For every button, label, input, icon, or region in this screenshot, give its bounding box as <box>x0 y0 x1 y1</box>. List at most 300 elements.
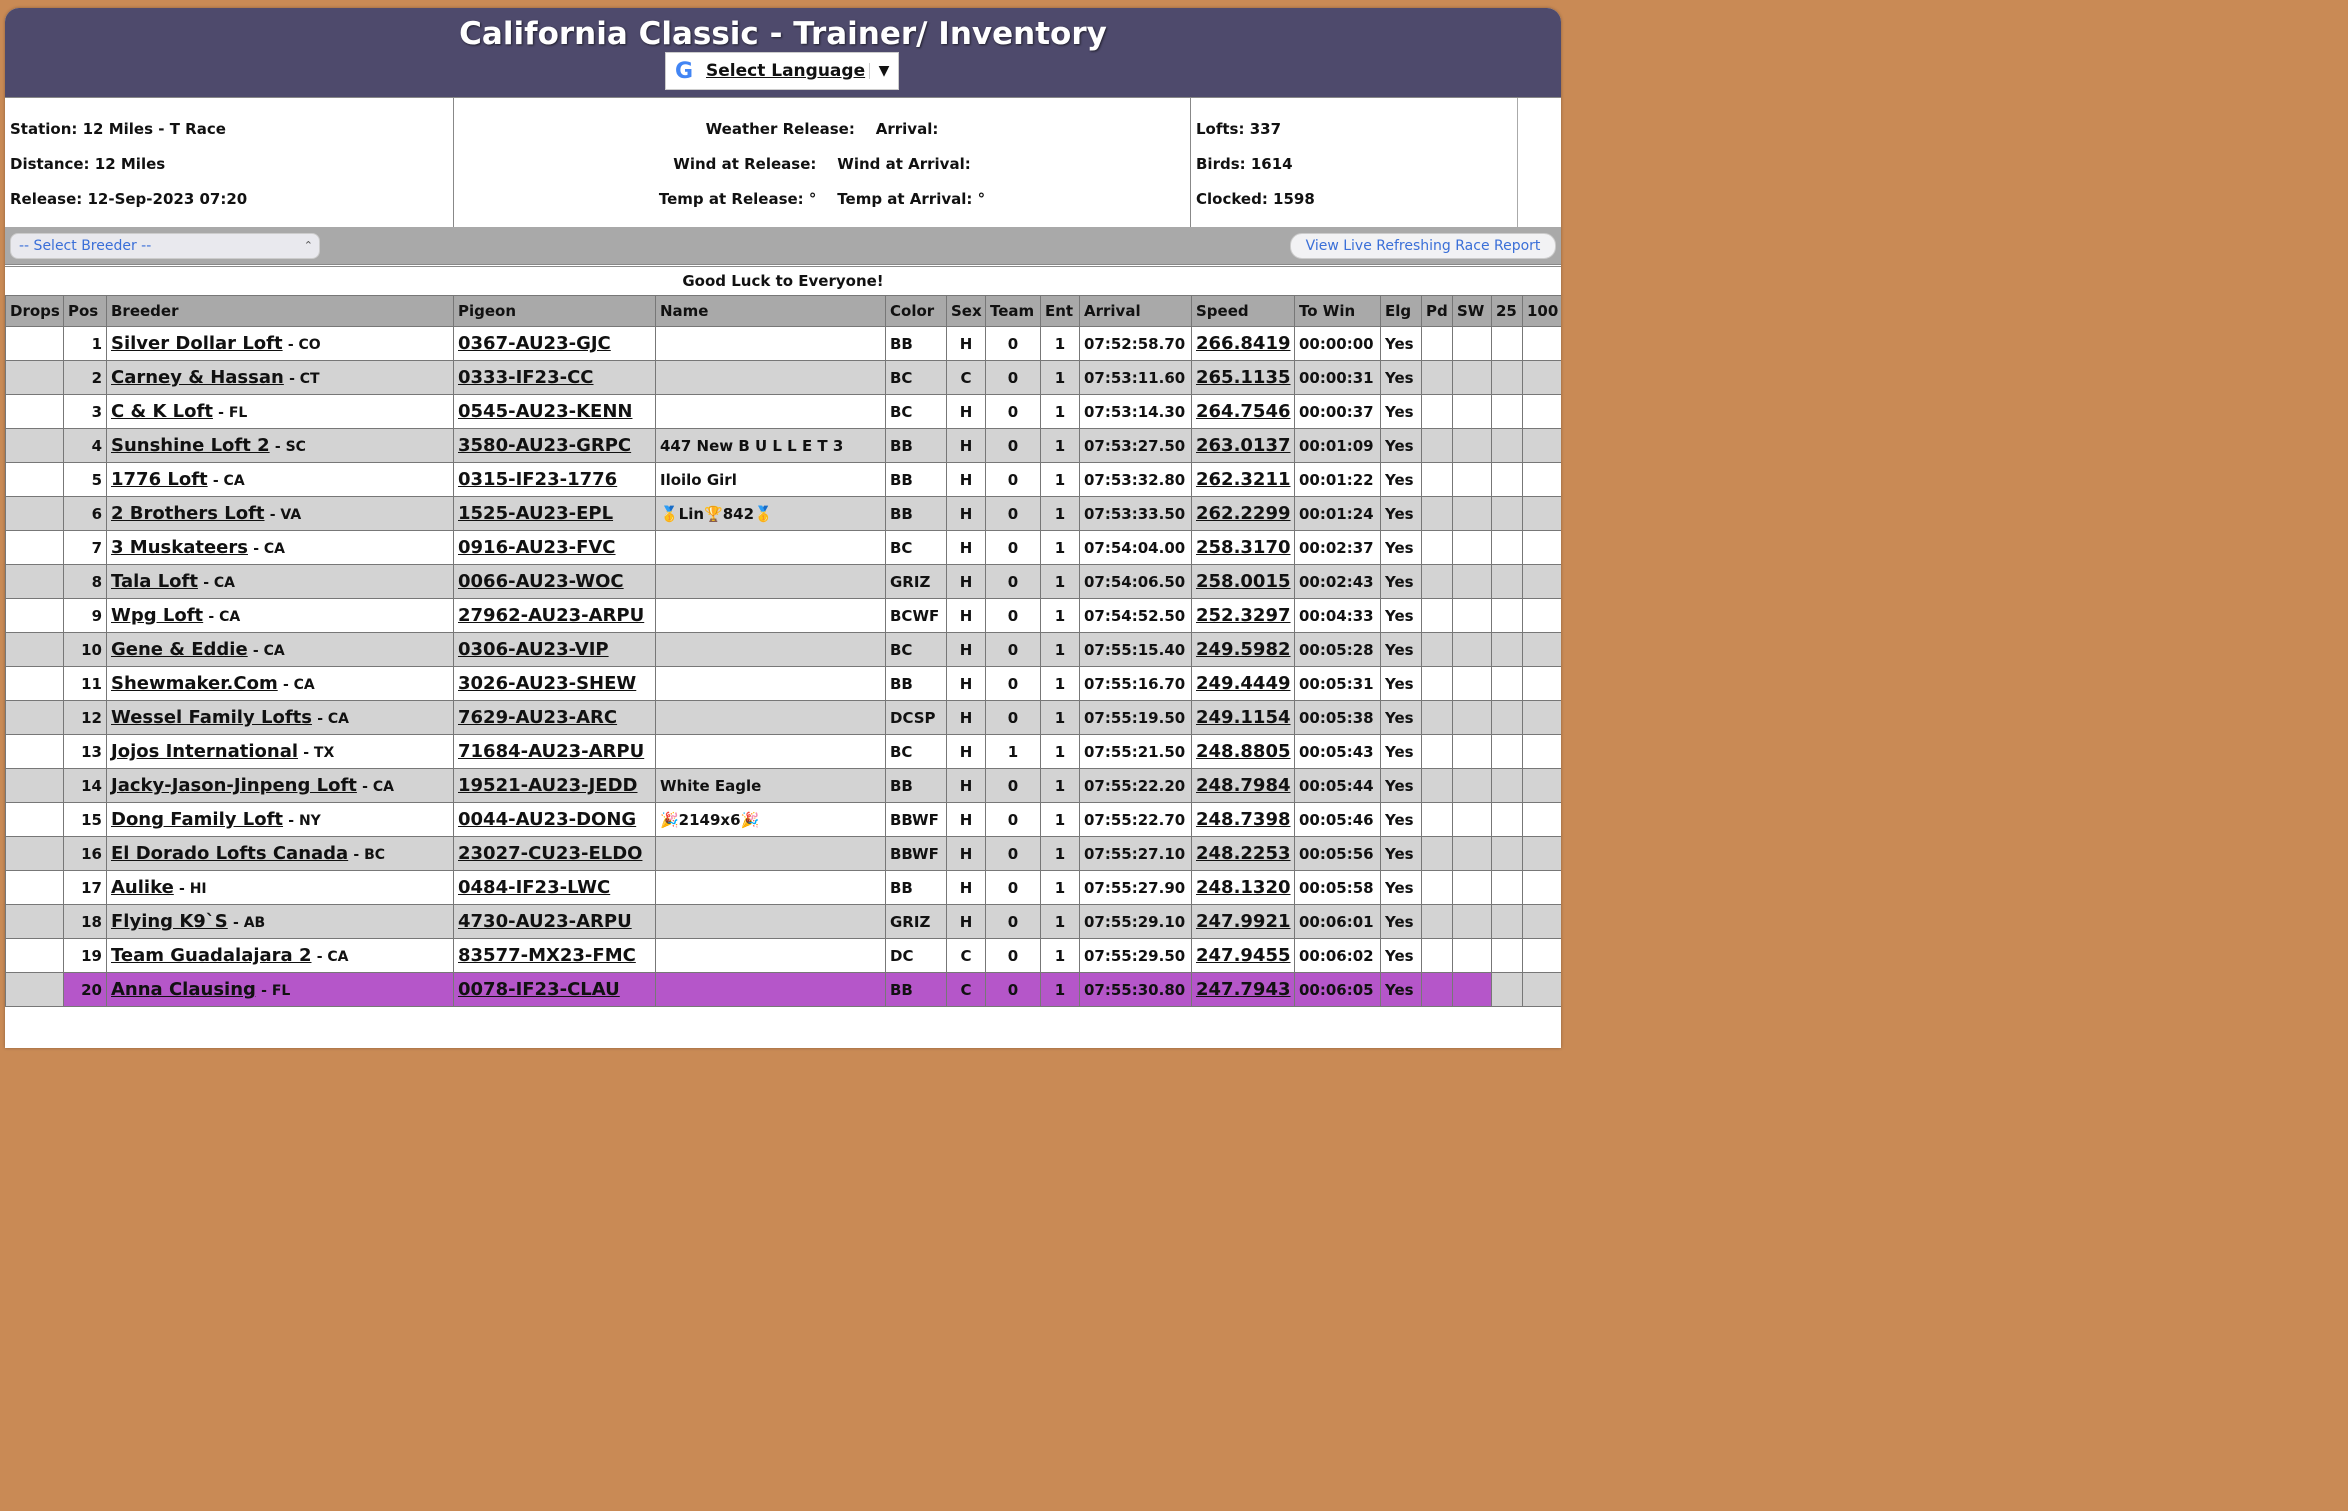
arrival-cell: 07:55:22.20 <box>1080 769 1192 803</box>
position-cell: 12 <box>64 701 107 735</box>
drops-cell <box>6 565 64 599</box>
cell-100 <box>1523 429 1562 463</box>
arrival-cell: 07:55:15.40 <box>1080 633 1192 667</box>
drops-cell <box>6 735 64 769</box>
table-row[interactable] <box>6 871 1562 905</box>
speed-link[interactable]: 247.7943 <box>1196 979 1291 1000</box>
dropdown-arrow-icon[interactable]: ▼ <box>869 63 898 79</box>
arrival-cell: 07:55:30.80 <box>1080 973 1192 1007</box>
position-cell: 10 <box>64 633 107 667</box>
pd-cell <box>1422 871 1453 905</box>
pigeon-cell <box>454 939 656 973</box>
table-row[interactable] <box>6 973 1562 1007</box>
drops-cell <box>6 599 64 633</box>
pd-cell <box>1422 497 1453 531</box>
live-report-button[interactable]: View Live Refreshing Race Report <box>1290 233 1556 259</box>
column-header: SW <box>1453 296 1492 327</box>
name-cell <box>656 327 886 361</box>
to-win-cell: 00:00:37 <box>1295 395 1381 429</box>
drops-cell <box>6 871 64 905</box>
language-selector[interactable] <box>665 52 899 90</box>
cell-100 <box>1523 735 1562 769</box>
position-cell: 15 <box>64 803 107 837</box>
breeder-link[interactable]: Silver Dollar Loft <box>111 333 283 354</box>
eligible-cell: Yes <box>1381 531 1422 565</box>
sex-cell: H <box>947 735 986 769</box>
speed-link[interactable]: 266.8419 <box>1196 333 1291 354</box>
cell-25 <box>1492 871 1523 905</box>
team-cell: 0 <box>986 939 1041 973</box>
drops-cell <box>6 939 64 973</box>
pd-cell <box>1422 531 1453 565</box>
breeder-state: - FL <box>218 405 248 421</box>
to-win-cell: 00:01:24 <box>1295 497 1381 531</box>
color-cell: BB <box>886 463 947 497</box>
table-row[interactable] <box>6 667 1562 701</box>
pigeon-link[interactable]: 19521-AU23-JEDD <box>458 775 638 796</box>
pigeon-link[interactable]: 0044-AU23-DONG <box>458 809 637 830</box>
arrival-cell: 07:52:58.70 <box>1080 327 1192 361</box>
team-cell: 0 <box>986 361 1041 395</box>
breeder-link[interactable]: Dong Family Loft <box>111 809 284 830</box>
sex-cell: H <box>947 565 986 599</box>
table-row[interactable] <box>6 769 1562 803</box>
speed-cell <box>1192 361 1295 395</box>
drops-cell <box>6 361 64 395</box>
arrival-cell: 07:55:27.90 <box>1080 871 1192 905</box>
color-cell: BB <box>886 667 947 701</box>
pd-cell <box>1422 973 1453 1007</box>
eligible-cell: Yes <box>1381 497 1422 531</box>
ent-cell: 1 <box>1041 701 1080 735</box>
sw-cell <box>1453 667 1492 701</box>
color-cell: BCWF <box>886 599 947 633</box>
table-row[interactable] <box>6 463 1562 497</box>
pigeon-link[interactable]: 23027-CU23-ELDO <box>458 843 643 864</box>
column-header: 100 <box>1523 296 1562 327</box>
pigeon-cell <box>454 429 656 463</box>
speed-link[interactable]: 258.3170 <box>1196 537 1291 558</box>
team-cell: 0 <box>986 633 1041 667</box>
breeder-state: - SC <box>274 439 306 455</box>
name-cell <box>656 973 886 1007</box>
speed-link[interactable]: 248.2253 <box>1196 843 1291 864</box>
table-row[interactable] <box>6 837 1562 871</box>
sex-cell: C <box>947 973 986 1007</box>
pigeon-link[interactable]: 0315-IF23-1776 <box>458 469 618 490</box>
breeder-link[interactable]: Jojos International <box>111 741 299 762</box>
speed-link[interactable]: 248.7984 <box>1196 775 1291 796</box>
cell-100 <box>1523 973 1562 1007</box>
pigeon-link[interactable]: 0078-IF23-CLAU <box>458 979 620 1000</box>
speed-link[interactable]: 248.8805 <box>1196 741 1291 762</box>
breeder-state: - CA <box>203 575 235 591</box>
position-cell: 2 <box>64 361 107 395</box>
ent-cell: 1 <box>1041 667 1080 701</box>
breeder-cell <box>107 701 454 735</box>
race-stats <box>1191 98 1518 227</box>
pigeon-link[interactable]: 7629-AU23-ARC <box>458 707 618 728</box>
color-cell: GRIZ <box>886 905 947 939</box>
sw-cell <box>1453 837 1492 871</box>
pigeon-link[interactable]: 3580-AU23-GRPC <box>458 435 632 456</box>
pigeon-cell <box>454 497 656 531</box>
breeder-link[interactable]: Aulike <box>111 877 174 898</box>
cell-25 <box>1492 939 1523 973</box>
temp-release-label: Temp at Release: ° <box>658 190 817 208</box>
breeder-state: - CA <box>317 711 349 727</box>
distance-text: Distance: 12 Miles <box>10 155 166 173</box>
pigeon-link[interactable]: 0333-IF23-CC <box>458 367 594 388</box>
pd-cell <box>1422 701 1453 735</box>
sex-cell: H <box>947 599 986 633</box>
cell-100 <box>1523 565 1562 599</box>
speed-link[interactable]: 252.3297 <box>1196 605 1291 626</box>
to-win-cell: 00:04:33 <box>1295 599 1381 633</box>
table-row[interactable] <box>6 497 1562 531</box>
results-table <box>5 295 1561 1007</box>
position-cell: 6 <box>64 497 107 531</box>
pigeon-cell <box>454 701 656 735</box>
pigeon-cell <box>454 565 656 599</box>
sw-cell <box>1453 803 1492 837</box>
position-cell: 1 <box>64 327 107 361</box>
arrival-cell: 07:55:29.10 <box>1080 905 1192 939</box>
breeder-link[interactable]: El Dorado Lofts Canada <box>111 843 349 864</box>
table-row[interactable] <box>6 531 1562 565</box>
breeder-link[interactable]: Wessel Family Lofts <box>111 707 312 728</box>
team-cell: 0 <box>986 429 1041 463</box>
arrival-cell: 07:54:52.50 <box>1080 599 1192 633</box>
drops-cell <box>6 837 64 871</box>
cell-25 <box>1492 905 1523 939</box>
pigeon-link[interactable]: 0066-AU23-WOC <box>458 571 624 592</box>
breeder-link[interactable]: Anna Clausing <box>111 979 256 1000</box>
breeder-state: - HI <box>179 881 207 897</box>
color-cell: BB <box>886 429 947 463</box>
breeder-link[interactable]: Gene & Eddie <box>111 639 248 660</box>
table-row[interactable] <box>6 633 1562 667</box>
to-win-cell: 00:05:31 <box>1295 667 1381 701</box>
sw-cell <box>1453 769 1492 803</box>
breeder-select[interactable] <box>10 233 320 259</box>
pigeon-cell <box>454 667 656 701</box>
breeder-link[interactable]: Wpg Loft <box>111 605 204 626</box>
sw-cell <box>1453 973 1492 1007</box>
ent-cell: 1 <box>1041 327 1080 361</box>
column-header: Elg <box>1381 296 1422 327</box>
breeder-state: - CA <box>252 643 285 659</box>
cell-25 <box>1492 497 1523 531</box>
table-header-row <box>6 296 1562 327</box>
arrival-cell: 07:53:27.50 <box>1080 429 1192 463</box>
good-luck-message: Good Luck to Everyone! <box>5 266 1561 296</box>
breeder-link[interactable]: 2 Brothers Loft <box>111 503 265 524</box>
table-row[interactable] <box>6 361 1562 395</box>
pigeon-link[interactable]: 0916-AU23-FVC <box>458 537 616 558</box>
pigeon-link[interactable]: 0484-IF23-LWC <box>458 877 611 898</box>
cell-100 <box>1523 497 1562 531</box>
speed-link[interactable]: 248.7398 <box>1196 809 1291 830</box>
pigeon-cell <box>454 973 656 1007</box>
pigeon-link[interactable]: 71684-AU23-ARPU <box>458 741 645 762</box>
breeder-link[interactable]: Sunshine Loft 2 <box>111 435 270 456</box>
speed-cell <box>1192 327 1295 361</box>
color-cell: BB <box>886 497 947 531</box>
sw-cell <box>1453 701 1492 735</box>
breeder-link[interactable]: Flying K9`S <box>111 911 228 932</box>
speed-link[interactable]: 264.7546 <box>1196 401 1291 422</box>
eligible-cell: Yes <box>1381 939 1422 973</box>
sw-cell <box>1453 871 1492 905</box>
sex-cell: H <box>947 429 986 463</box>
cell-100 <box>1523 905 1562 939</box>
eligible-cell: Yes <box>1381 633 1422 667</box>
cell-25 <box>1492 735 1523 769</box>
pigeon-link[interactable]: 0306-AU23-VIP <box>458 639 609 660</box>
table-row[interactable] <box>6 803 1562 837</box>
speed-cell <box>1192 905 1295 939</box>
column-header: Arrival <box>1080 296 1192 327</box>
breeder-state: - CO <box>287 337 321 353</box>
wind-release-label: Wind at Release: <box>673 155 817 173</box>
column-header: Sex <box>947 296 986 327</box>
breeder-state: - BC <box>353 847 386 863</box>
speed-link[interactable]: 265.1135 <box>1196 367 1291 388</box>
breeder-state: - FL <box>261 983 291 999</box>
position-cell: 13 <box>64 735 107 769</box>
position-cell: 4 <box>64 429 107 463</box>
breeder-link[interactable]: 3 Muskateers <box>111 537 248 558</box>
speed-link[interactable]: 249.5982 <box>1196 639 1291 660</box>
breeder-cell <box>107 327 454 361</box>
eligible-cell: Yes <box>1381 599 1422 633</box>
position-cell: 8 <box>64 565 107 599</box>
name-cell <box>656 361 886 395</box>
pigeon-link[interactable]: 83577-MX23-FMC <box>458 945 636 966</box>
table-row[interactable] <box>6 939 1562 973</box>
breeder-cell <box>107 905 454 939</box>
position-cell: 7 <box>64 531 107 565</box>
breeder-link[interactable]: 1776 Loft <box>111 469 208 490</box>
speed-link[interactable]: 262.3211 <box>1196 469 1291 490</box>
name-cell <box>656 667 886 701</box>
table-row[interactable] <box>6 599 1562 633</box>
sex-cell: H <box>947 701 986 735</box>
ent-cell: 1 <box>1041 633 1080 667</box>
color-cell: BC <box>886 395 947 429</box>
breeder-cell <box>107 429 454 463</box>
speed-cell <box>1192 395 1295 429</box>
name-cell <box>656 939 886 973</box>
sw-cell <box>1453 327 1492 361</box>
arrival-cell: 07:55:19.50 <box>1080 701 1192 735</box>
position-cell: 18 <box>64 905 107 939</box>
cell-100 <box>1523 395 1562 429</box>
color-cell: BC <box>886 735 947 769</box>
pigeon-link[interactable]: 3026-AU23-SHEW <box>458 673 637 694</box>
table-row[interactable] <box>6 327 1562 361</box>
to-win-cell: 00:05:46 <box>1295 803 1381 837</box>
color-cell: BB <box>886 973 947 1007</box>
eligible-cell: Yes <box>1381 327 1422 361</box>
cell-25 <box>1492 361 1523 395</box>
pigeon-cell <box>454 905 656 939</box>
sw-cell <box>1453 599 1492 633</box>
speed-link[interactable]: 262.2299 <box>1196 503 1291 524</box>
breeder-link[interactable]: Tala Loft <box>111 571 198 592</box>
position-cell: 19 <box>64 939 107 973</box>
pd-cell <box>1422 599 1453 633</box>
color-cell: BB <box>886 769 947 803</box>
color-cell: BBWF <box>886 837 947 871</box>
cell-25 <box>1492 463 1523 497</box>
sw-cell <box>1453 395 1492 429</box>
table-row[interactable] <box>6 905 1562 939</box>
weather-details <box>454 98 1191 227</box>
pigeon-link[interactable]: 4730-AU23-ARPU <box>458 911 632 932</box>
pigeon-cell <box>454 803 656 837</box>
cell-25 <box>1492 599 1523 633</box>
pigeon-cell <box>454 633 656 667</box>
drops-cell <box>6 973 64 1007</box>
pd-cell <box>1422 769 1453 803</box>
pd-cell <box>1422 429 1453 463</box>
pigeon-cell <box>454 531 656 565</box>
pigeon-link[interactable]: 0367-AU23-GJC <box>458 333 611 354</box>
pd-cell <box>1422 327 1453 361</box>
sw-cell <box>1453 633 1492 667</box>
team-cell: 0 <box>986 701 1041 735</box>
pigeon-cell <box>454 327 656 361</box>
language-label[interactable]: Select Language <box>706 61 866 81</box>
breeder-link[interactable]: Team Guadalajara 2 <box>111 945 312 966</box>
breeder-cell <box>107 361 454 395</box>
sex-cell: H <box>947 905 986 939</box>
table-row[interactable] <box>6 429 1562 463</box>
table-row[interactable] <box>6 701 1562 735</box>
cell-25 <box>1492 429 1523 463</box>
name-cell <box>656 531 886 565</box>
speed-cell <box>1192 565 1295 599</box>
color-cell: BC <box>886 633 947 667</box>
speed-link[interactable]: 263.0137 <box>1196 435 1291 456</box>
breeder-cell <box>107 667 454 701</box>
ent-cell: 1 <box>1041 939 1080 973</box>
pigeon-link[interactable]: 0545-AU23-KENN <box>458 401 633 422</box>
column-header: To Win <box>1295 296 1381 327</box>
color-cell: BC <box>886 361 947 395</box>
pd-cell <box>1422 361 1453 395</box>
to-win-cell: 00:02:43 <box>1295 565 1381 599</box>
eligible-cell: Yes <box>1381 769 1422 803</box>
position-cell: 16 <box>64 837 107 871</box>
arrival-cell: 07:53:32.80 <box>1080 463 1192 497</box>
table-row[interactable] <box>6 395 1562 429</box>
sex-cell: H <box>947 803 986 837</box>
sex-cell: H <box>947 531 986 565</box>
sex-cell: H <box>947 769 986 803</box>
ent-cell: 1 <box>1041 599 1080 633</box>
arrival-cell: 07:55:27.10 <box>1080 837 1192 871</box>
position-cell: 11 <box>64 667 107 701</box>
column-header: Drops <box>6 296 64 327</box>
speed-cell <box>1192 803 1295 837</box>
name-cell: White Eagle <box>656 769 886 803</box>
sex-cell: C <box>947 361 986 395</box>
breeder-link[interactable]: Jacky-Jason-Jinpeng Loft <box>111 775 357 796</box>
column-header: Ent <box>1041 296 1080 327</box>
drops-cell <box>6 497 64 531</box>
eligible-cell: Yes <box>1381 837 1422 871</box>
column-header: Color <box>886 296 947 327</box>
drops-cell <box>6 429 64 463</box>
arrival-cell: 07:54:06.50 <box>1080 565 1192 599</box>
breeder-link[interactable]: Carney & Hassan <box>111 367 284 388</box>
team-cell: 0 <box>986 973 1041 1007</box>
ent-cell: 1 <box>1041 905 1080 939</box>
speed-cell <box>1192 973 1295 1007</box>
team-cell: 0 <box>986 803 1041 837</box>
speed-link[interactable]: 247.9921 <box>1196 911 1291 932</box>
speed-link[interactable]: 258.0015 <box>1196 571 1291 592</box>
pigeon-link[interactable]: 27962-AU23-ARPU <box>458 605 645 626</box>
breeder-cell <box>107 633 454 667</box>
drops-cell <box>6 769 64 803</box>
arrival-cell: 07:54:04.00 <box>1080 531 1192 565</box>
cell-100 <box>1523 327 1562 361</box>
cell-25 <box>1492 803 1523 837</box>
name-cell <box>656 871 886 905</box>
position-cell: 20 <box>64 973 107 1007</box>
station-text: Station: 12 Miles - T Race <box>10 120 226 138</box>
speed-link[interactable]: 248.1320 <box>1196 877 1291 898</box>
position-cell: 5 <box>64 463 107 497</box>
speed-link[interactable]: 249.4449 <box>1196 673 1291 694</box>
breeder-cell <box>107 531 454 565</box>
to-win-cell: 00:05:58 <box>1295 871 1381 905</box>
breeder-cell <box>107 735 454 769</box>
name-cell: 447 New B U L L E T 3 <box>656 429 886 463</box>
eligible-cell: Yes <box>1381 871 1422 905</box>
ent-cell: 1 <box>1041 973 1080 1007</box>
name-cell <box>656 837 886 871</box>
lofts-count: Lofts: 337 <box>1196 120 1282 138</box>
drops-cell <box>6 463 64 497</box>
breeder-cell <box>107 837 454 871</box>
ent-cell: 1 <box>1041 429 1080 463</box>
team-cell: 0 <box>986 395 1041 429</box>
breeder-cell <box>107 939 454 973</box>
chevron-updown-icon: ⌃ <box>303 239 313 252</box>
ent-cell: 1 <box>1041 735 1080 769</box>
table-row[interactable] <box>6 735 1562 769</box>
pd-cell <box>1422 395 1453 429</box>
column-header: Speed <box>1192 296 1295 327</box>
pigeon-link[interactable]: 1525-AU23-EPL <box>458 503 614 524</box>
cell-25 <box>1492 667 1523 701</box>
table-row[interactable] <box>6 565 1562 599</box>
arrival-cell: 07:55:16.70 <box>1080 667 1192 701</box>
eligible-cell: Yes <box>1381 565 1422 599</box>
breeder-state: - CA <box>282 677 315 693</box>
breeder-link[interactable]: C & K Loft <box>111 401 213 422</box>
team-cell: 0 <box>986 463 1041 497</box>
breeder-link[interactable]: Shewmaker.Com <box>111 673 278 694</box>
speed-link[interactable]: 249.1154 <box>1196 707 1291 728</box>
speed-link[interactable]: 247.9455 <box>1196 945 1291 966</box>
speed-cell <box>1192 769 1295 803</box>
